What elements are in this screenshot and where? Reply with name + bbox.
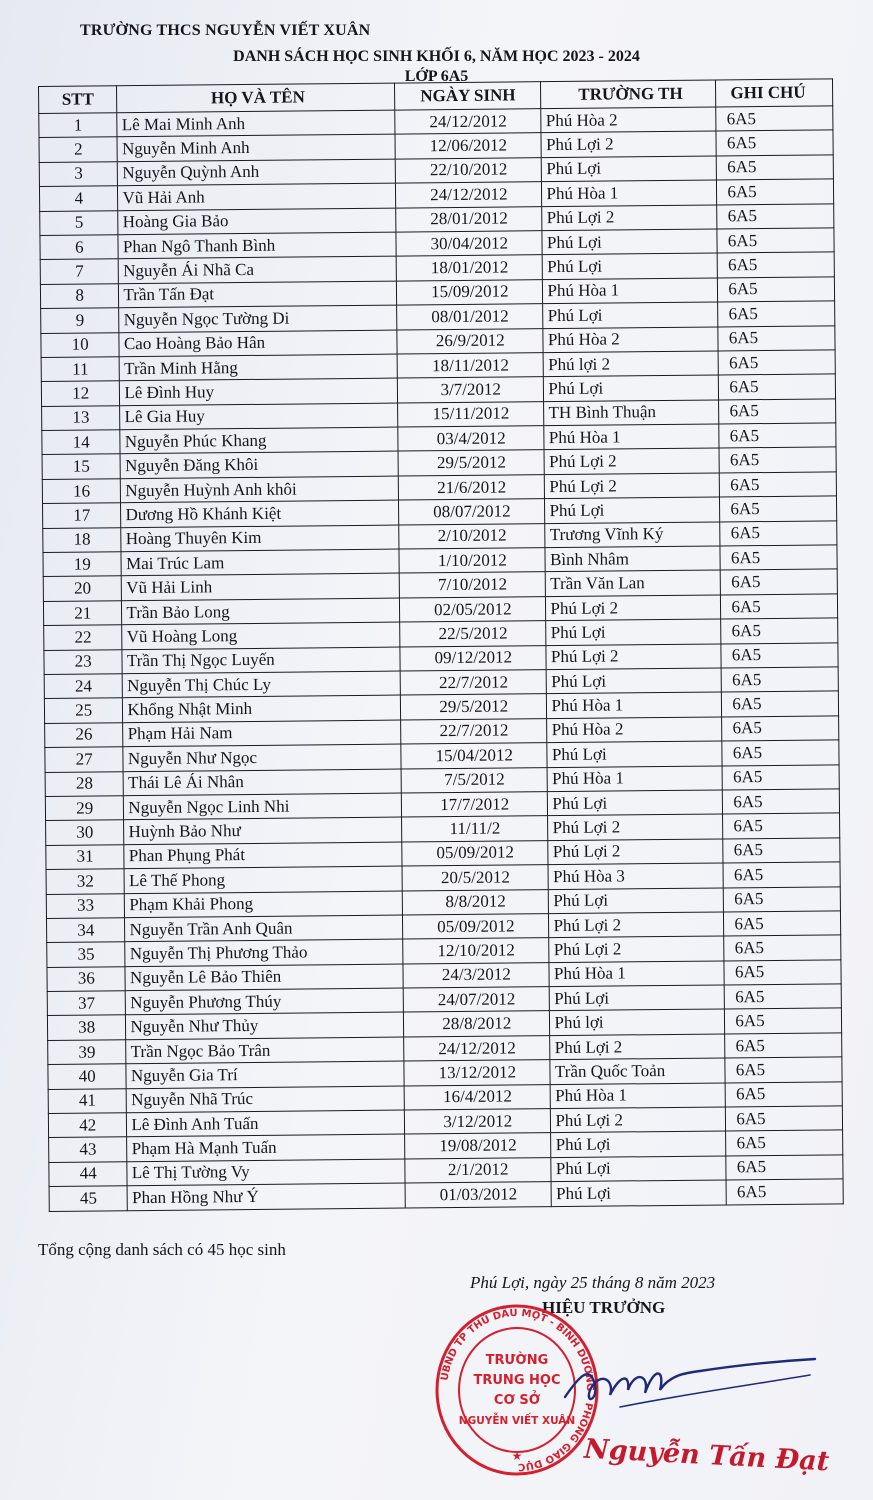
row-note: 6A5 [721,569,838,595]
row-school: Phú lợi 2 [544,351,719,377]
row-note: 6A5 [722,740,839,766]
row-school: Trần Văn Lan [546,570,721,596]
row-stt: 34 [46,918,125,943]
row-dob: 22/5/2012 [400,621,547,647]
column-header-note: GHI CHÚ [716,79,833,107]
row-name: Vũ Hải Linh [122,573,400,600]
row-name: Nguyễn Ngọc Linh Nhi [124,793,402,820]
row-stt: 7 [40,259,119,284]
row-school: Phú Lợi 2 [549,936,724,962]
row-school: Phú Lợi [547,668,722,694]
row-name: Trần Tấn Đạt [119,281,397,308]
row-dob: 20/5/2012 [402,865,549,891]
row-name: Nguyễn Như Ngọc [123,744,401,771]
row-name: Vũ Hải Anh [118,183,396,210]
row-school: Phú Lợi [546,619,721,645]
row-stt: 35 [47,942,126,967]
row-note: 6A5 [721,642,838,668]
row-name: Lê Đình Anh Tuấn [127,1110,405,1137]
row-school: Phú Hòa 1 [548,766,723,792]
row-note: 6A5 [723,813,840,839]
stamp-star-icon: ★ [511,1449,523,1463]
row-dob: 15/09/2012 [397,279,544,305]
row-dob: 24/12/2012 [404,1035,551,1061]
row-stt: 10 [41,332,120,357]
row-dob: 3/12/2012 [405,1109,552,1135]
row-school: Phú Lợi [542,156,717,182]
school-name: TRƯỜNG THCS NGUYỄN VIẾT XUÂN [80,22,371,39]
stamp-line-2: TRUNG HỌC [473,1373,561,1388]
row-note: 6A5 [724,960,841,986]
row-school: Phú Lợi [543,253,718,279]
row-name: Dương Hồ Khánh Kiệt [121,500,399,527]
row-dob: 28/01/2012 [396,206,543,232]
row-name: Trần Ngọc Bảo Trân [126,1037,404,1064]
row-note: 6A5 [725,1033,842,1059]
row-dob: 18/01/2012 [396,255,543,281]
row-name: Thái Lê Ái Nhân [124,769,402,796]
row-name: Nguyễn Ngọc Tường Di [119,305,397,332]
row-name: Phan Ngô Thanh Bình [118,232,396,259]
row-dob: 21/6/2012 [398,475,545,501]
column-header-dob: NGÀY SINH [395,82,542,110]
row-dob: 7/5/2012 [401,767,548,793]
row-note: 6A5 [717,228,834,254]
row-stt: 6 [40,235,119,260]
row-name: Hoàng Thuyên Kim [121,525,399,552]
row-stt: 41 [48,1088,127,1113]
row-note: 6A5 [721,618,838,644]
row-name: Nguyễn Trần Anh Quân [125,915,403,942]
row-stt: 12 [41,381,120,406]
row-school: Trương Vĩnh Ký [545,522,720,548]
row-dob: 24/12/2012 [395,109,542,135]
row-name: Khổng Nhật Minh [123,695,401,722]
row-name: Phạm Hải Nam [123,720,401,747]
row-dob: 13/12/2012 [404,1060,551,1086]
row-note: 6A5 [719,447,836,473]
row-note: 6A5 [718,301,835,327]
row-dob: 29/5/2012 [398,450,545,476]
row-school: Phú Lợi 2 [541,131,716,157]
row-stt: 28 [45,771,124,796]
row-school: Phú Lợi 2 [544,448,719,474]
row-name: Lê Mai Minh Anh [117,110,395,137]
row-stt: 44 [49,1161,128,1186]
row-school: Phú Lợi 2 [551,1107,726,1133]
row-stt: 19 [43,552,122,577]
row-stt: 17 [43,503,122,528]
row-school: Phú Lợi 2 [542,205,717,231]
row-dob: 01/03/2012 [405,1182,552,1208]
row-name: Nguyễn Gia Trí [126,1061,404,1088]
row-dob: 19/08/2012 [405,1133,552,1159]
row-stt: 25 [44,698,123,723]
row-note: 6A5 [716,130,833,156]
row-stt: 27 [45,747,124,772]
row-school: Phú Lợi 2 [546,644,721,670]
row-stt: 23 [44,649,123,674]
row-name: Mai Trúc Lam [121,549,399,576]
row-name: Nguyễn Minh Anh [117,134,395,161]
row-school: Phú Lợi 2 [545,473,720,499]
row-stt: 13 [42,405,121,430]
row-name: Hoàng Gia Bảo [118,208,396,235]
row-school: Phú Hòa 1 [543,278,718,304]
row-dob: 18/11/2012 [397,353,544,379]
row-school: Phú Lợi [543,302,718,328]
row-name: Nguyễn Thị Phương Thảo [125,939,403,966]
row-note: 6A5 [722,764,839,790]
row-note: 6A5 [725,984,842,1010]
row-dob: 26/9/2012 [397,328,544,354]
row-dob: 29/5/2012 [401,694,548,720]
column-header-name: HỌ VÀ TÊN [117,83,395,113]
row-name: Phạm Hà Mạnh Tuấn [127,1134,405,1161]
row-school: Phú Lợi [549,887,724,913]
row-stt: 30 [46,820,125,845]
row-school: TH Bình Thuận [544,400,719,426]
row-school: Phú Lợi [551,1156,726,1182]
row-dob: 2/10/2012 [399,523,546,549]
row-name: Lê Thế Phong [124,866,402,893]
table-body [39,106,843,1211]
row-dob: 08/01/2012 [397,304,544,330]
row-school: Phú Lợi [548,790,723,816]
list-title: DANH SÁCH HỌC SINH KHỐI 6, NĂM HỌC 2023 - 2024 [233,48,640,65]
row-stt: 20 [43,576,122,601]
principal-title: HIỆU TRƯỞNG [542,1298,666,1317]
row-school: Phú Lợi [551,1180,726,1206]
row-dob: 1/10/2012 [399,548,546,574]
row-school: Phú Hòa 2 [543,326,718,352]
row-dob: 22/7/2012 [400,670,547,696]
row-stt: 14 [42,430,121,455]
row-school: Phú Lợi [547,741,722,767]
row-dob: 24/07/2012 [403,987,550,1013]
row-name: Nguyễn Quỳnh Anh [118,159,396,186]
row-stt: 15 [42,454,121,479]
row-note: 6A5 [724,886,841,912]
row-school: Phú Lợi [544,375,719,401]
column-header-school: TRƯỜNG TH [541,80,716,109]
row-dob: 05/09/2012 [402,840,549,866]
row-stt: 29 [45,796,124,821]
row-note: 6A5 [726,1106,843,1132]
row-note: 6A5 [723,838,840,864]
row-dob: 15/11/2012 [398,401,545,427]
row-stt: 33 [46,893,125,918]
row-note: 6A5 [723,789,840,815]
row-stt: 11 [41,357,120,382]
row-dob: 7/10/2012 [399,572,546,598]
row-dob: 02/05/2012 [400,596,547,622]
row-dob: 2/1/2012 [405,1157,552,1183]
row-school: Phú Lợi 2 [546,595,721,621]
row-dob: 22/7/2012 [401,718,548,744]
row-dob: 17/7/2012 [401,792,548,818]
row-dob: 12/10/2012 [403,938,550,964]
row-stt: 24 [44,674,123,699]
row-school: Trần Quốc Toản [550,1058,725,1084]
row-name: Nguyễn Ái Nhã Ca [119,256,397,283]
principal-signature [560,1345,820,1415]
row-name: Nguyễn Phương Thúy [126,988,404,1015]
row-note: 6A5 [726,1179,843,1205]
row-note: 6A5 [720,496,837,522]
row-note: 6A5 [719,423,836,449]
row-stt: 38 [47,1015,126,1040]
row-stt: 37 [47,991,126,1016]
row-stt: 18 [43,527,122,552]
row-name: Huỳnh Bảo Như [124,817,402,844]
row-stt: 39 [48,1040,127,1065]
row-note: 6A5 [724,911,841,937]
row-note: 6A5 [720,472,837,498]
row-stt: 2 [39,137,118,162]
row-dob: 03/4/2012 [398,426,545,452]
row-dob: 09/12/2012 [400,645,547,671]
row-note: 6A5 [725,1081,842,1107]
row-stt: 5 [40,210,119,235]
student-table [38,78,844,1211]
row-dob: 28/8/2012 [404,1011,551,1037]
row-note: 6A5 [720,520,837,546]
row-dob: 11/11/2 [402,816,549,842]
row-name: Trần Minh Hằng [120,354,398,381]
row-name: Nguyễn Huỳnh Anh khôi [121,476,399,503]
row-school: Phú Lợi [545,497,720,523]
row-dob: 24/3/2012 [403,962,550,988]
row-school: Phú Hòa 2 [541,107,716,133]
row-school: Phú Lợi [551,1131,726,1157]
row-note: 6A5 [725,1057,842,1083]
row-name: Phạm Khải Phong [125,891,403,918]
row-name: Lê Gia Huy [120,403,398,430]
row-name: Trần Bảo Long [122,598,400,625]
row-stt: 16 [42,479,121,504]
row-stt: 8 [40,283,119,308]
row-school: Phú Hòa 1 [549,961,724,987]
row-note: 6A5 [717,203,834,229]
row-dob: 12/06/2012 [395,133,542,159]
row-note: 6A5 [723,862,840,888]
row-school: Phú lợi [550,1009,725,1035]
row-stt: 36 [47,966,126,991]
place-date: Phú Lợi, ngày 25 tháng 8 năm 2023 [470,1273,716,1292]
row-note: 6A5 [722,691,839,717]
row-school: Phú Lợi 2 [548,814,723,840]
row-stt: 42 [48,1113,127,1138]
row-name: Cao Hoàng Bảo Hân [119,330,397,357]
signer-name: Nguyễn Tấn Đạt [583,1433,830,1478]
row-school: Phú Lợi 2 [550,1034,725,1060]
row-stt: 1 [39,113,118,138]
row-note: 6A5 [717,179,834,205]
row-dob: 22/10/2012 [395,157,542,183]
row-stt: 45 [49,1186,128,1211]
row-stt: 32 [46,869,125,894]
row-note: 6A5 [724,935,841,961]
row-school: Phú Hòa 3 [548,863,723,889]
row-note: 6A5 [726,1130,843,1156]
class-title: LỚP 6A5 [404,68,469,85]
stamp-ring-text: UBND TP THỦ DẦU MỘT - BÌNH DƯƠNG - PHÒNG GIÁO DỤC [439,1307,596,1473]
row-dob: 8/8/2012 [402,889,549,915]
row-stt: 31 [46,844,125,869]
row-name: Vũ Hoàng Long [122,622,400,649]
row-school: Phú Lợi [542,229,717,255]
row-name: Trần Thị Ngọc Luyến [122,647,400,674]
row-stt: 3 [39,162,118,187]
row-name: Phan Phụng Phát [124,842,402,869]
row-note: 6A5 [720,545,837,571]
row-school: Phú Hòa 1 [544,424,719,450]
row-school: Phú Hòa 1 [542,180,717,206]
row-name: Nguyễn Đăng Khôi [120,452,398,479]
row-note: 6A5 [717,155,834,181]
row-school: Phú Lợi 2 [549,912,724,938]
stamp-line-4: NGUYỄN VIẾT XUÂN [458,1415,576,1427]
row-stt: 43 [49,1137,128,1162]
column-header-stt: STT [39,86,118,114]
row-name: Nguyễn Như Thủy [126,1012,404,1039]
row-name: Phan Hồng Như Ý [127,1183,405,1210]
row-note: 6A5 [718,350,835,376]
total-count: Tổng cộng danh sách có 45 học sinh [38,1240,286,1259]
row-name: Nguyễn Nhã Trúc [127,1086,405,1113]
row-note: 6A5 [721,667,838,693]
row-note: 6A5 [718,325,835,351]
row-dob: 16/4/2012 [404,1084,551,1110]
row-stt: 4 [39,186,118,211]
row-note: 6A5 [719,399,836,425]
stamp-line-1: TRƯỜNG [485,1353,549,1368]
row-name: Nguyễn Phúc Khang [120,427,398,454]
row-dob: 30/04/2012 [396,231,543,257]
row-note: 6A5 [725,1008,842,1034]
row-note: 6A5 [719,374,836,400]
row-school: Phú Hòa 2 [547,717,722,743]
row-note: 6A5 [726,1155,843,1181]
row-school: Phú Lợi [550,985,725,1011]
row-note: 6A5 [721,594,838,620]
row-stt: 26 [45,722,124,747]
row-note: 6A5 [717,252,834,278]
row-dob: 24/12/2012 [396,182,543,208]
row-dob: 15/04/2012 [401,743,548,769]
row-stt: 21 [43,601,122,626]
row-dob: 08/07/2012 [399,499,546,525]
row-stt: 22 [44,625,123,650]
row-stt: 9 [41,308,120,333]
row-school: Phú Lợi 2 [548,839,723,865]
student-table-wrapper [38,78,844,1211]
row-note: 6A5 [718,277,835,303]
row-stt: 40 [48,1064,127,1089]
row-name: Nguyễn Lê Bảo Thiên [125,964,403,991]
row-name: Lê Đình Huy [120,378,398,405]
row-dob: 3/7/2012 [397,377,544,403]
stamp-line-3: CƠ SỞ [493,1393,541,1408]
row-name: Nguyễn Thị Chúc Ly [123,671,401,698]
row-school: Phú Hòa 1 [547,692,722,718]
row-school: Phú Hòa 1 [551,1083,726,1109]
row-school: Bình Nhâm [545,546,720,572]
row-note: 6A5 [722,716,839,742]
row-name: Lê Thị Tường Vy [127,1159,405,1186]
row-note: 6A5 [716,106,833,132]
row-dob: 05/09/2012 [403,914,550,940]
